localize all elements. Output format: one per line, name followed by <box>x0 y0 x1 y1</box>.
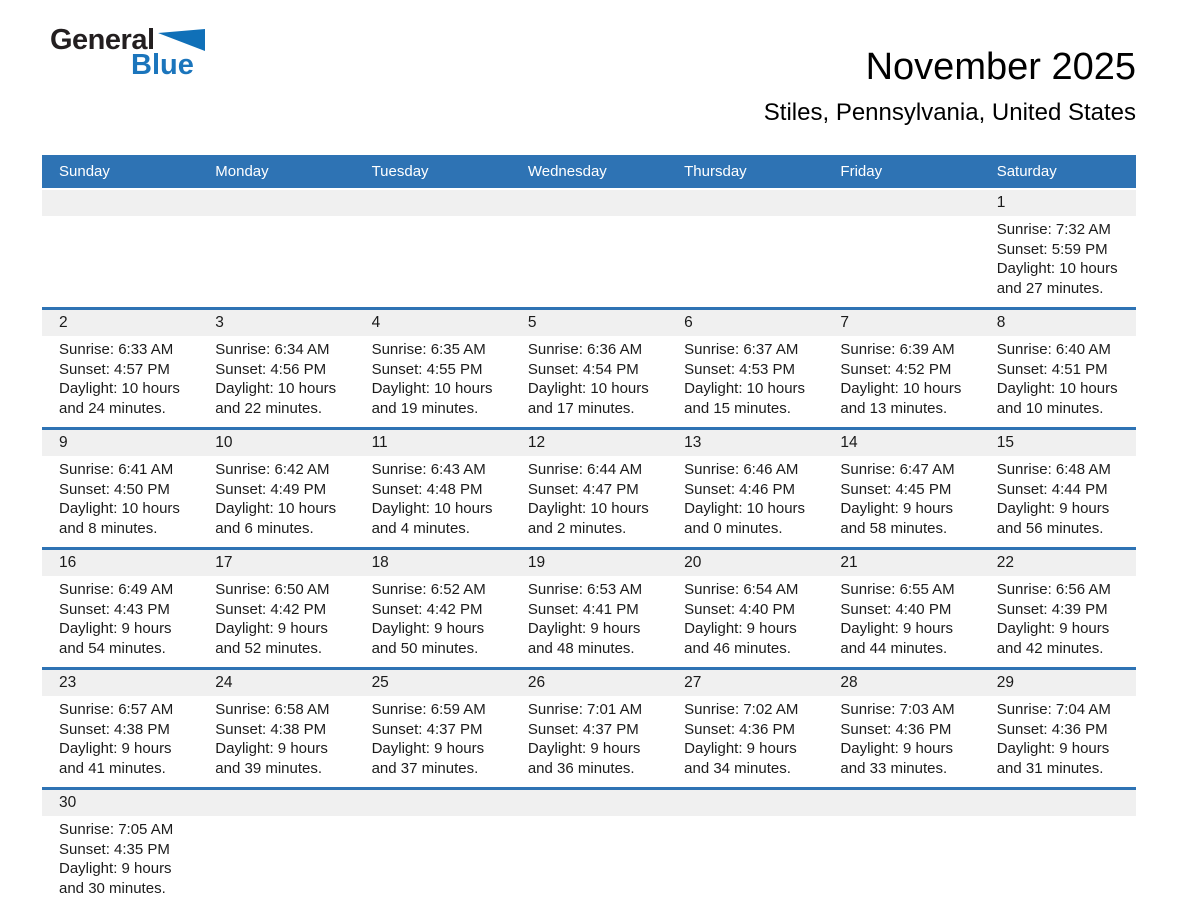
day-cell-25 <box>355 670 511 787</box>
day-details <box>667 816 823 893</box>
week-row-1 <box>42 190 1136 310</box>
day-details <box>667 576 823 667</box>
sunrise-text: Sunrise: 6:42 AM <box>215 461 330 478</box>
date-number <box>823 190 979 216</box>
daylight-text: Daylight: 10 hours and 2 minutes. <box>527 500 649 537</box>
day-details <box>667 336 823 427</box>
date-number <box>511 790 667 816</box>
day-cell-24 <box>198 670 354 787</box>
sunset-text: Sunset: 4:36 PM <box>996 720 1108 738</box>
day-details <box>823 696 979 787</box>
sunrise-text: Sunrise: 6:56 AM <box>996 581 1111 598</box>
sunset-text: Sunset: 4:38 PM <box>59 720 170 738</box>
date-number: 5 <box>511 310 667 336</box>
week-row-2 <box>42 310 1136 430</box>
sunrise-text: Sunrise: 6:36 AM <box>527 341 643 358</box>
day-cell-23 <box>42 670 198 787</box>
day-cell-empty <box>667 190 823 307</box>
day-cell-2 <box>42 310 198 427</box>
day-cell-empty <box>511 190 667 307</box>
daylight-text: Daylight: 10 hours and 13 minutes. <box>840 380 962 417</box>
daylight-text: Daylight: 9 hours and 37 minutes. <box>371 740 485 777</box>
day-details <box>42 216 198 293</box>
day-cell-8 <box>980 310 1136 427</box>
sunset-text: Sunset: 5:59 PM <box>996 240 1108 258</box>
day-cell-empty <box>355 190 511 307</box>
day-details <box>511 216 667 293</box>
day-cell-20 <box>667 550 823 667</box>
sunset-text: Sunset: 4:48 PM <box>371 480 483 498</box>
daylight-text: Daylight: 10 hours and 6 minutes. <box>215 500 337 537</box>
sunset-text: Sunset: 4:57 PM <box>59 360 170 378</box>
sunrise-text: Sunrise: 6:34 AM <box>215 341 330 358</box>
day-details <box>198 696 354 787</box>
date-number: 15 <box>980 430 1136 456</box>
sunrise-text: Sunrise: 6:43 AM <box>371 461 486 478</box>
day-details <box>511 816 667 893</box>
date-number: 6 <box>667 310 823 336</box>
day-cell-29 <box>980 670 1136 787</box>
day-cell-30 <box>42 790 198 907</box>
daylight-text: Daylight: 9 hours and 56 minutes. <box>996 500 1110 537</box>
day-details <box>42 816 198 907</box>
daylight-text: Daylight: 9 hours and 44 minutes. <box>840 620 953 657</box>
day-cell-1 <box>980 190 1136 307</box>
sunrise-text: Sunrise: 6:55 AM <box>840 581 955 598</box>
daylight-text: Daylight: 9 hours and 31 minutes. <box>996 740 1110 777</box>
sunrise-text: Sunrise: 6:39 AM <box>840 341 955 358</box>
day-cell-9 <box>42 430 198 547</box>
day-cell-empty <box>42 190 198 307</box>
daylight-text: Daylight: 10 hours and 0 minutes. <box>684 500 806 537</box>
date-number: 9 <box>42 430 198 456</box>
sunrise-text: Sunrise: 6:58 AM <box>215 701 330 718</box>
day-cell-12 <box>511 430 667 547</box>
date-number <box>355 790 511 816</box>
day-details <box>980 816 1136 893</box>
sunrise-text: Sunrise: 6:47 AM <box>840 461 955 478</box>
sunrise-text: Sunrise: 6:57 AM <box>59 701 174 718</box>
date-number: 19 <box>511 550 667 576</box>
page-subtitle: Stiles, Pennsylvania, United States <box>763 98 1136 126</box>
day-details <box>823 456 979 547</box>
sunrise-text: Sunrise: 6:33 AM <box>59 341 174 358</box>
daylight-text: Daylight: 9 hours and 58 minutes. <box>840 500 953 537</box>
day-details <box>355 216 511 293</box>
day-cell-5 <box>511 310 667 427</box>
week-row-5 <box>42 670 1136 790</box>
day-cell-11 <box>355 430 511 547</box>
day-details <box>980 456 1136 547</box>
page-title: November 2025 <box>865 46 1136 88</box>
day-cell-4 <box>355 310 511 427</box>
day-details <box>823 576 979 667</box>
day-cell-3 <box>198 310 354 427</box>
daylight-text: Daylight: 9 hours and 39 minutes. <box>215 740 328 777</box>
day-details <box>42 456 198 547</box>
date-number: 22 <box>980 550 1136 576</box>
day-header-monday: Monday <box>215 163 269 180</box>
sunrise-text: Sunrise: 6:48 AM <box>996 461 1111 478</box>
sunset-text: Sunset: 4:56 PM <box>215 360 327 378</box>
sunrise-text: Sunrise: 6:44 AM <box>527 461 643 478</box>
day-details <box>355 336 511 427</box>
daylight-text: Daylight: 10 hours and 4 minutes. <box>371 500 493 537</box>
sunset-text: Sunset: 4:40 PM <box>684 600 796 618</box>
day-details <box>823 816 979 893</box>
day-details <box>823 216 979 293</box>
date-number <box>511 190 667 216</box>
date-number <box>198 790 354 816</box>
sunrise-text: Sunrise: 7:05 AM <box>59 821 174 838</box>
sunset-text: Sunset: 4:42 PM <box>215 600 327 618</box>
sunset-text: Sunset: 4:37 PM <box>527 720 639 738</box>
sunrise-text: Sunrise: 7:04 AM <box>996 701 1111 718</box>
daylight-text: Daylight: 9 hours and 34 minutes. <box>684 740 797 777</box>
day-details <box>355 816 511 893</box>
date-number: 20 <box>667 550 823 576</box>
day-cell-28 <box>823 670 979 787</box>
day-cell-10 <box>198 430 354 547</box>
daylight-text: Daylight: 9 hours and 41 minutes. <box>59 740 172 777</box>
date-number: 3 <box>198 310 354 336</box>
logo-text-general: General <box>50 24 155 56</box>
date-number: 24 <box>198 670 354 696</box>
daylight-text: Daylight: 10 hours and 8 minutes. <box>59 500 180 537</box>
daylight-text: Daylight: 9 hours and 30 minutes. <box>59 860 172 897</box>
daylight-text: Daylight: 10 hours and 15 minutes. <box>684 380 806 417</box>
date-number <box>667 190 823 216</box>
sunrise-text: Sunrise: 6:35 AM <box>371 341 486 358</box>
sunrise-text: Sunrise: 7:01 AM <box>527 701 643 718</box>
week-row-6 <box>42 790 1136 907</box>
date-number: 29 <box>980 670 1136 696</box>
day-cell-21 <box>823 550 979 667</box>
sunset-text: Sunset: 4:52 PM <box>840 360 952 378</box>
day-details <box>355 576 511 667</box>
page-header <box>42 0 1136 155</box>
sunrise-text: Sunrise: 6:41 AM <box>59 461 174 478</box>
date-number: 18 <box>355 550 511 576</box>
day-details <box>511 456 667 547</box>
day-cell-16 <box>42 550 198 667</box>
day-details <box>198 336 354 427</box>
daylight-text: Daylight: 10 hours and 17 minutes. <box>527 380 649 417</box>
daylight-text: Daylight: 10 hours and 10 minutes. <box>996 380 1118 417</box>
day-details <box>42 336 198 427</box>
sunrise-text: Sunrise: 6:49 AM <box>59 581 174 598</box>
day-cell-empty <box>667 790 823 907</box>
sunrise-text: Sunrise: 6:54 AM <box>684 581 799 598</box>
date-number: 2 <box>42 310 198 336</box>
sunrise-text: Sunrise: 6:53 AM <box>527 581 643 598</box>
date-number: 25 <box>355 670 511 696</box>
date-number: 30 <box>42 790 198 816</box>
sunset-text: Sunset: 4:42 PM <box>371 600 483 618</box>
sunset-text: Sunset: 4:55 PM <box>371 360 483 378</box>
day-details <box>511 696 667 787</box>
day-details <box>667 216 823 293</box>
daylight-text: Daylight: 9 hours and 36 minutes. <box>527 740 641 777</box>
week-row-4 <box>42 550 1136 670</box>
day-cell-7 <box>823 310 979 427</box>
general-blue-logo <box>50 26 205 80</box>
day-cell-13 <box>667 430 823 547</box>
day-details <box>980 576 1136 667</box>
date-number: 14 <box>823 430 979 456</box>
day-details <box>42 576 198 667</box>
date-number: 1 <box>980 190 1136 216</box>
sunset-text: Sunset: 4:50 PM <box>59 480 170 498</box>
sunset-text: Sunset: 4:41 PM <box>527 600 639 618</box>
daylight-text: Daylight: 10 hours and 19 minutes. <box>371 380 493 417</box>
logo-text-blue: Blue <box>131 49 194 81</box>
date-number: 26 <box>511 670 667 696</box>
sunset-text: Sunset: 4:39 PM <box>996 600 1108 618</box>
sunset-text: Sunset: 4:54 PM <box>527 360 639 378</box>
day-cell-empty <box>355 790 511 907</box>
date-number <box>667 790 823 816</box>
sunset-text: Sunset: 4:36 PM <box>840 720 952 738</box>
sunset-text: Sunset: 4:47 PM <box>527 480 639 498</box>
day-details <box>980 696 1136 787</box>
day-details <box>823 336 979 427</box>
date-number: 16 <box>42 550 198 576</box>
day-details <box>980 336 1136 427</box>
sunset-text: Sunset: 4:37 PM <box>371 720 483 738</box>
sunrise-text: Sunrise: 6:59 AM <box>371 701 486 718</box>
day-cell-empty <box>980 790 1136 907</box>
date-number: 12 <box>511 430 667 456</box>
date-number: 28 <box>823 670 979 696</box>
day-cell-empty <box>823 190 979 307</box>
day-header-row <box>42 155 1136 188</box>
day-cell-empty <box>823 790 979 907</box>
date-number: 23 <box>42 670 198 696</box>
date-number: 11 <box>355 430 511 456</box>
sunset-text: Sunset: 4:43 PM <box>59 600 170 618</box>
day-cell-14 <box>823 430 979 547</box>
sunrise-text: Sunrise: 6:46 AM <box>684 461 799 478</box>
day-header-sunday: Sunday <box>59 163 110 180</box>
day-header-friday: Friday <box>840 163 883 180</box>
date-number: 8 <box>980 310 1136 336</box>
day-details <box>511 336 667 427</box>
day-cell-26 <box>511 670 667 787</box>
day-cell-empty <box>511 790 667 907</box>
sunrise-text: Sunrise: 6:52 AM <box>371 581 486 598</box>
sunset-text: Sunset: 4:51 PM <box>996 360 1108 378</box>
daylight-text: Daylight: 9 hours and 54 minutes. <box>59 620 172 657</box>
date-number <box>42 190 198 216</box>
sunrise-text: Sunrise: 7:32 AM <box>996 221 1111 238</box>
sunset-text: Sunset: 4:40 PM <box>840 600 952 618</box>
sunrise-text: Sunrise: 6:40 AM <box>996 341 1111 358</box>
date-number <box>823 790 979 816</box>
date-number <box>980 790 1136 816</box>
sunset-text: Sunset: 4:45 PM <box>840 480 952 498</box>
date-number: 27 <box>667 670 823 696</box>
sunrise-text: Sunrise: 6:37 AM <box>684 341 799 358</box>
day-header-tuesday: Tuesday <box>371 163 429 180</box>
day-details <box>511 576 667 667</box>
date-number <box>198 190 354 216</box>
day-cell-empty <box>198 190 354 307</box>
daylight-text: Daylight: 9 hours and 46 minutes. <box>684 620 797 657</box>
date-number: 4 <box>355 310 511 336</box>
daylight-text: Daylight: 10 hours and 27 minutes. <box>996 260 1118 297</box>
day-cell-19 <box>511 550 667 667</box>
daylight-text: Daylight: 9 hours and 50 minutes. <box>371 620 485 657</box>
date-number: 21 <box>823 550 979 576</box>
day-cell-22 <box>980 550 1136 667</box>
day-details <box>355 456 511 547</box>
day-header-saturday: Saturday <box>996 163 1057 180</box>
day-details <box>198 576 354 667</box>
date-number: 10 <box>198 430 354 456</box>
title-block <box>764 46 1136 127</box>
daylight-text: Daylight: 9 hours and 52 minutes. <box>215 620 328 657</box>
sunset-text: Sunset: 4:35 PM <box>59 840 170 858</box>
day-details <box>355 696 511 787</box>
sunset-text: Sunset: 4:38 PM <box>215 720 327 738</box>
day-cell-6 <box>667 310 823 427</box>
day-cell-17 <box>198 550 354 667</box>
calendar-grid <box>42 190 1136 907</box>
date-number <box>355 190 511 216</box>
day-details <box>980 216 1136 307</box>
sunset-text: Sunset: 4:46 PM <box>684 480 796 498</box>
daylight-text: Daylight: 10 hours and 24 minutes. <box>59 380 180 417</box>
sunset-text: Sunset: 4:53 PM <box>684 360 796 378</box>
day-cell-15 <box>980 430 1136 547</box>
day-details <box>667 696 823 787</box>
day-details <box>198 456 354 547</box>
sunset-text: Sunset: 4:36 PM <box>684 720 796 738</box>
day-cell-empty <box>198 790 354 907</box>
daylight-text: Daylight: 9 hours and 42 minutes. <box>996 620 1110 657</box>
sunrise-text: Sunrise: 7:02 AM <box>684 701 799 718</box>
date-number: 17 <box>198 550 354 576</box>
day-header-thursday: Thursday <box>684 163 747 180</box>
day-details <box>198 816 354 893</box>
sunrise-text: Sunrise: 6:50 AM <box>215 581 330 598</box>
sunset-text: Sunset: 4:49 PM <box>215 480 327 498</box>
day-details <box>667 456 823 547</box>
calendar-content <box>42 0 1136 907</box>
daylight-text: Daylight: 10 hours and 22 minutes. <box>215 380 337 417</box>
day-cell-27 <box>667 670 823 787</box>
day-cell-18 <box>355 550 511 667</box>
day-header-wednesday: Wednesday <box>527 163 607 180</box>
sunset-text: Sunset: 4:44 PM <box>996 480 1108 498</box>
date-number: 13 <box>667 430 823 456</box>
sunrise-text: Sunrise: 7:03 AM <box>840 701 955 718</box>
daylight-text: Daylight: 9 hours and 48 minutes. <box>527 620 641 657</box>
daylight-text: Daylight: 9 hours and 33 minutes. <box>840 740 953 777</box>
day-details <box>42 696 198 787</box>
day-details <box>198 216 354 293</box>
week-row-3 <box>42 430 1136 550</box>
date-number: 7 <box>823 310 979 336</box>
